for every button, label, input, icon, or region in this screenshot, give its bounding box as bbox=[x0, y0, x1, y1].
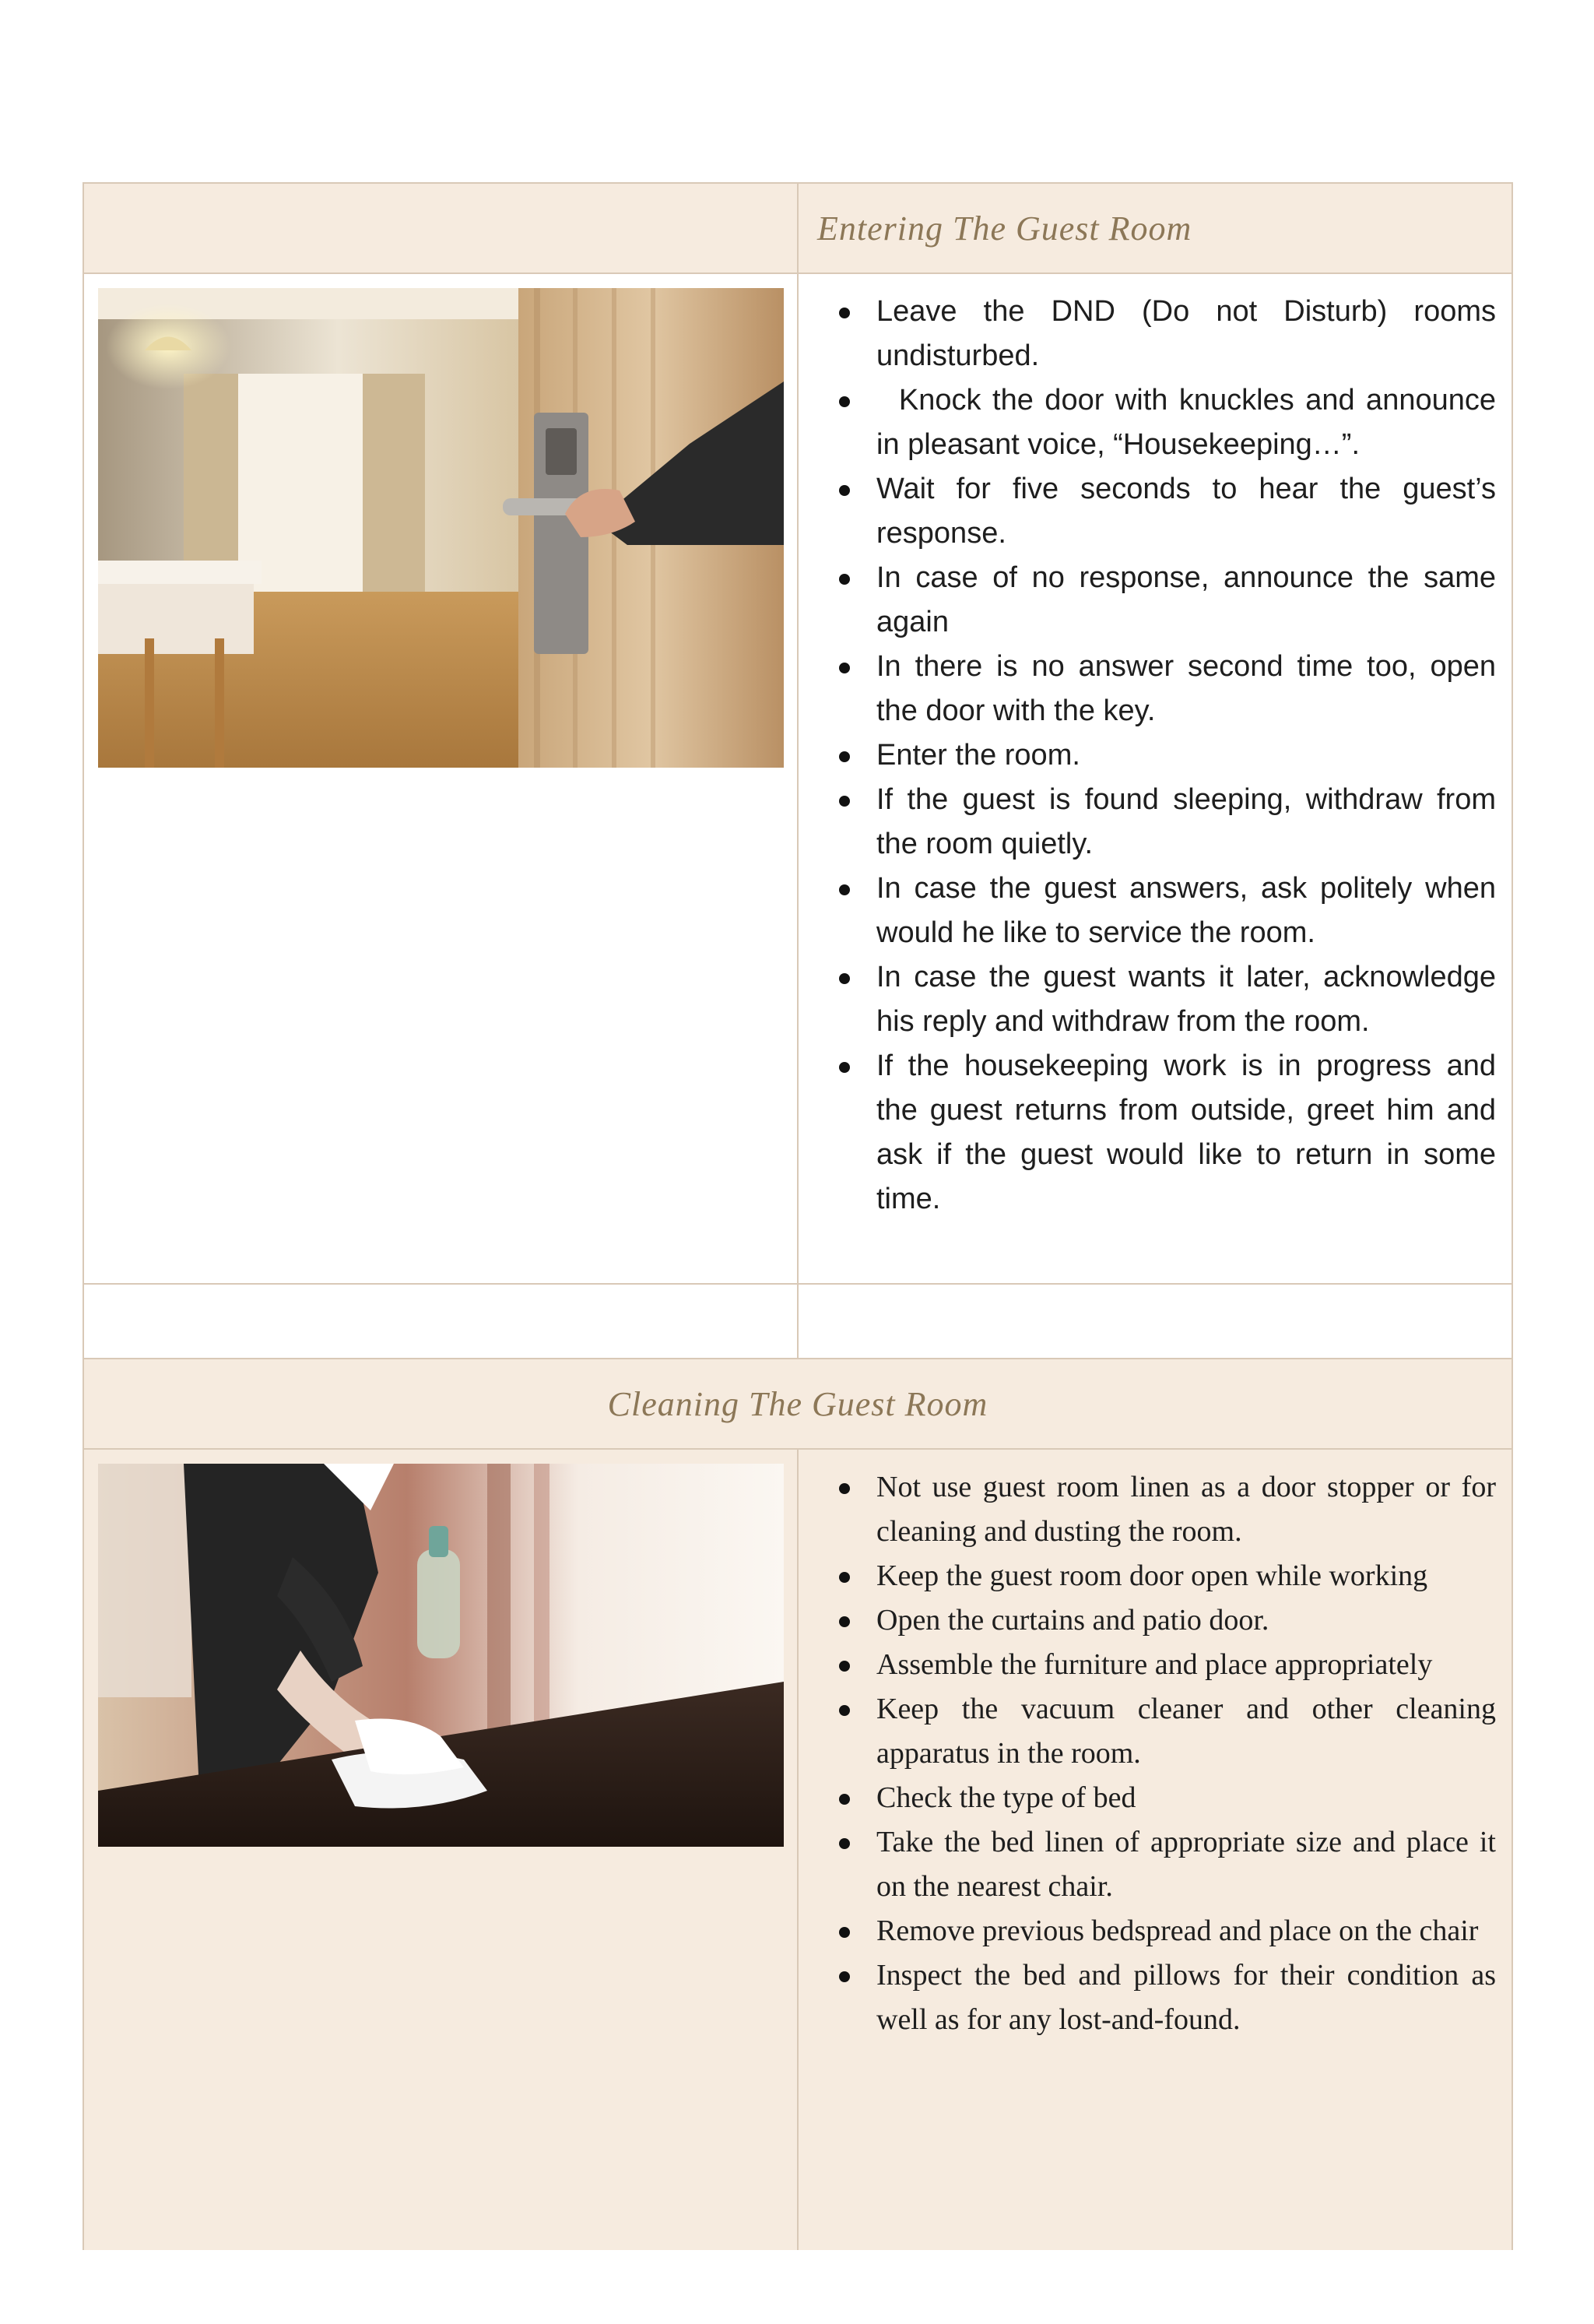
list-item: In there is no answer second time too, open the door with the key. bbox=[799, 645, 1496, 733]
section2-bullets-cell bbox=[799, 1450, 1511, 2250]
section2-image-cell bbox=[84, 1450, 799, 2250]
list-item: Remove previous bedspread and place on the chair bbox=[799, 1909, 1496, 1953]
empty-cell-right bbox=[799, 1285, 1511, 1358]
empty-cell-left bbox=[84, 1285, 799, 1358]
list-item: Keep the vacuum cleaner and other cleaning apparatus in the room. bbox=[799, 1687, 1496, 1776]
section1-title: Entering The Guest Room bbox=[817, 209, 1192, 248]
content-table bbox=[83, 182, 1513, 2250]
list-item: Inspect the bed and pillows for their condition as well as for any lost-and-found. bbox=[799, 1953, 1496, 2042]
section2-title: Cleaning The Guest Room bbox=[607, 1384, 988, 1423]
list-item: If the guest is found sleeping, withdraw from the room quietly. bbox=[799, 778, 1496, 867]
list-item: Leave the DND (Do not Disturb) rooms undisturbed. bbox=[799, 290, 1496, 378]
list-item: Check the type of bed bbox=[799, 1776, 1496, 1820]
list-item: Enter the room. bbox=[799, 733, 1496, 778]
list-item: In case of no response, announce the same again bbox=[799, 556, 1496, 645]
section1-content-row bbox=[83, 272, 1513, 1283]
section1-bullet-list bbox=[799, 290, 1496, 1222]
list-item: In case the guest wants it later, acknowledge his reply and withdraw from the room. bbox=[799, 955, 1496, 1044]
list-item: Open the curtains and patio door. bbox=[799, 1598, 1496, 1643]
list-item: Assemble the furniture and place appropriately bbox=[799, 1643, 1496, 1687]
housekeeper-cleaning-photo-icon bbox=[98, 1464, 784, 1847]
section2-bullet-list bbox=[799, 1465, 1496, 2042]
section1-header-row bbox=[83, 182, 1513, 272]
list-item: Take the bed linen of appropriate size and place it on the nearest chair. bbox=[799, 1820, 1496, 1909]
list-item: Not use guest room linen as a door stopper or for cleaning and dusting the room. bbox=[799, 1465, 1496, 1554]
list-item: Wait for five seconds to hear the guest’s response. bbox=[799, 467, 1496, 556]
list-item: Keep the guest room door open while working bbox=[799, 1554, 1496, 1598]
list-item: In case the guest answers, ask politely when would he like to service the room. bbox=[799, 867, 1496, 955]
empty-row bbox=[83, 1283, 1513, 1358]
header-title-cell bbox=[799, 184, 1511, 272]
section2-title-cell bbox=[84, 1359, 1511, 1448]
section1-bullets-cell bbox=[799, 274, 1511, 1283]
section2-header-row bbox=[83, 1358, 1513, 1448]
header-empty-cell bbox=[84, 184, 799, 272]
list-item: If the housekeeping work is in progress and the guest returns from outside, greet him and ask if the guest would like to return in some time. bbox=[799, 1044, 1496, 1222]
section1-image-cell bbox=[84, 274, 799, 1283]
section2-content-row bbox=[83, 1448, 1513, 2250]
list-item: Knock the door with knuckles and announce in pleasant voice, “Housekeeping…”. bbox=[799, 378, 1496, 467]
hotel-door-photo-icon bbox=[98, 288, 784, 768]
